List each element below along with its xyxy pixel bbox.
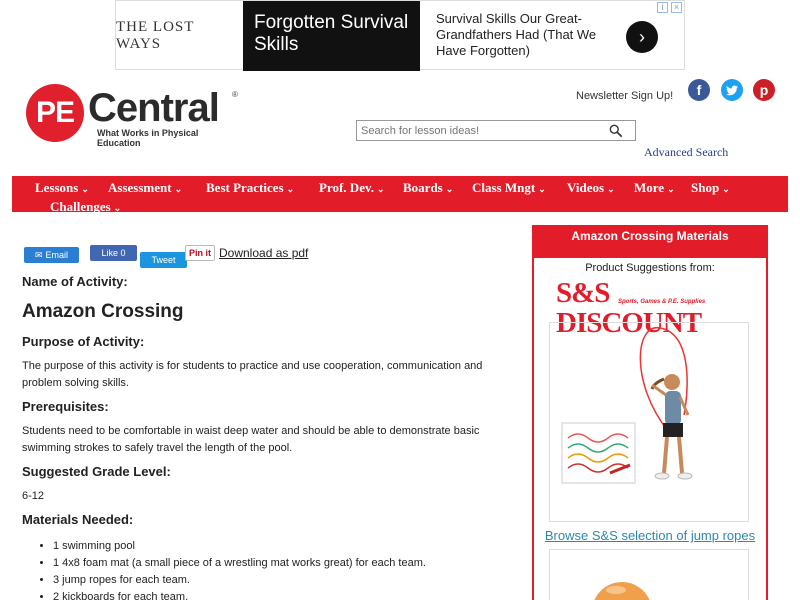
nav-item-shop[interactable]: Shop ⌄ bbox=[691, 180, 730, 195]
nav-item-videos[interactable]: Videos ⌄ bbox=[567, 180, 615, 195]
girl-jumping-rope-illustration bbox=[550, 323, 748, 521]
chevron-down-icon: ⌄ bbox=[174, 184, 183, 194]
sidebar-title: Amazon Crossing Materials bbox=[534, 227, 766, 258]
nav-item-prof-dev[interactable]: Prof. Dev. ⌄ bbox=[319, 180, 385, 195]
facebook-icon[interactable]: f bbox=[688, 79, 710, 101]
twitter-icon[interactable] bbox=[721, 79, 743, 101]
share-email-button[interactable]: ✉ Email bbox=[24, 247, 79, 263]
prerequisites-text: Students need to be comfortable in waist deep water and should be able to demonstrate basic swimming strokes to safely travel the length of the pool. bbox=[22, 425, 480, 454]
logo-wordmark: Central bbox=[88, 86, 219, 130]
purpose-label: Purpose of Activity: bbox=[22, 334, 145, 349]
facebook-like-button[interactable]: Like 0 bbox=[90, 245, 137, 261]
chevron-down-icon: ⌄ bbox=[81, 184, 89, 194]
newsletter-link[interactable]: Newsletter Sign Up! bbox=[576, 90, 674, 102]
chevron-down-icon: ⌄ bbox=[445, 184, 454, 194]
chevron-down-icon: ⌄ bbox=[607, 184, 615, 194]
jump-rope-product-image[interactable] bbox=[549, 322, 749, 522]
twitter-bird-icon bbox=[726, 85, 738, 96]
purpose-text: The purpose of this activity is for students to practice and use cooperation, communication and problem solving skills. bbox=[22, 360, 483, 389]
pinterest-icon[interactable]: p bbox=[753, 79, 775, 101]
pin-it-button[interactable]: Pin it bbox=[185, 245, 215, 261]
logo-tagline: What Works in Physical Education bbox=[97, 128, 199, 148]
ad-brand: THE LOST WAYS bbox=[116, 19, 195, 52]
chevron-right-icon: › bbox=[639, 26, 645, 47]
activity-title: Amazon Crossing bbox=[22, 301, 184, 322]
materials-label: Materials Needed: bbox=[22, 512, 134, 527]
advanced-search-link[interactable]: Advanced Search bbox=[644, 145, 729, 159]
product-suggestions-label: Product Suggestions from: bbox=[585, 262, 715, 274]
ss-discount-wordmark: S&S DISCOUNT bbox=[556, 277, 702, 339]
chevron-down-icon: ⌄ bbox=[667, 184, 675, 194]
chevron-down-icon: ⌄ bbox=[113, 203, 122, 213]
mail-icon: ✉ bbox=[34, 249, 43, 260]
ad-arrow-button[interactable] bbox=[626, 21, 658, 53]
logo-pe-circle: PE bbox=[26, 84, 84, 142]
name-of-activity-label: Name of Activity: bbox=[22, 274, 128, 289]
site-logo[interactable] bbox=[26, 84, 241, 148]
ad-banner[interactable] bbox=[115, 0, 685, 70]
ad-close-icon[interactable]: × bbox=[671, 2, 682, 13]
nav-item-assessment[interactable]: Assessment ⌄ bbox=[108, 180, 183, 195]
grade-level-text: 6-12 bbox=[22, 490, 45, 502]
ss-discount-tagline: Sports, Games & P.E. Supplies bbox=[618, 299, 706, 305]
nav-item-class-mngt[interactable]: Class Mngt ⌄ bbox=[472, 180, 546, 195]
ad-info-icon[interactable]: i bbox=[657, 2, 668, 13]
main-nav bbox=[12, 176, 788, 212]
nav-item-best-practices[interactable]: Best Practices ⌄ bbox=[206, 180, 295, 195]
ad-body-text[interactable]: Survival Skills Our Great-Grandfathers Had (That We Have Forgotten) bbox=[436, 11, 597, 58]
tweet-button[interactable]: Tweet bbox=[140, 252, 187, 268]
download-pdf-link[interactable]: Download as pdf bbox=[219, 246, 309, 260]
ball-illustration bbox=[550, 550, 748, 600]
list-item: • 1 4x8 foam mat (a small piece of a wrestling mat works great) for each team. bbox=[53, 555, 426, 572]
search-input[interactable] bbox=[357, 122, 597, 141]
ss-discount-logo[interactable] bbox=[556, 277, 751, 339]
browse-jump-ropes-link[interactable]: Browse S&S selection of jump ropes bbox=[544, 528, 756, 543]
chevron-down-icon: ⌄ bbox=[377, 184, 385, 194]
list-item: • 2 kickboards for each team. bbox=[53, 589, 426, 600]
materials-sidebar bbox=[532, 225, 768, 600]
materials-list bbox=[53, 538, 426, 600]
prerequisites-label: Prerequisites: bbox=[22, 399, 109, 414]
chevron-down-icon: ⌄ bbox=[538, 184, 546, 194]
chevron-down-icon: ⌄ bbox=[722, 184, 730, 194]
nav-item-more[interactable]: More ⌄ bbox=[634, 180, 675, 195]
nav-item-challenges[interactable]: Challenges ⌄ bbox=[50, 199, 122, 214]
logo-registered-mark: ® bbox=[232, 90, 238, 99]
ball-product-image[interactable] bbox=[549, 549, 749, 600]
nav-item-boards[interactable]: Boards ⌄ bbox=[403, 180, 454, 195]
chevron-down-icon: ⌄ bbox=[286, 184, 295, 194]
grade-level-label: Suggested Grade Level: bbox=[22, 464, 171, 479]
search-icon[interactable] bbox=[609, 124, 623, 138]
search-box[interactable] bbox=[356, 120, 636, 141]
nav-item-lessons[interactable]: Lessons ⌄ bbox=[35, 180, 89, 195]
ad-headline[interactable]: Forgotten Survival Skills bbox=[243, 1, 420, 71]
list-item: • 3 jump ropes for each team. bbox=[53, 572, 426, 589]
ad-choices[interactable] bbox=[657, 2, 682, 13]
list-item: • 1 swimming pool bbox=[53, 538, 426, 555]
